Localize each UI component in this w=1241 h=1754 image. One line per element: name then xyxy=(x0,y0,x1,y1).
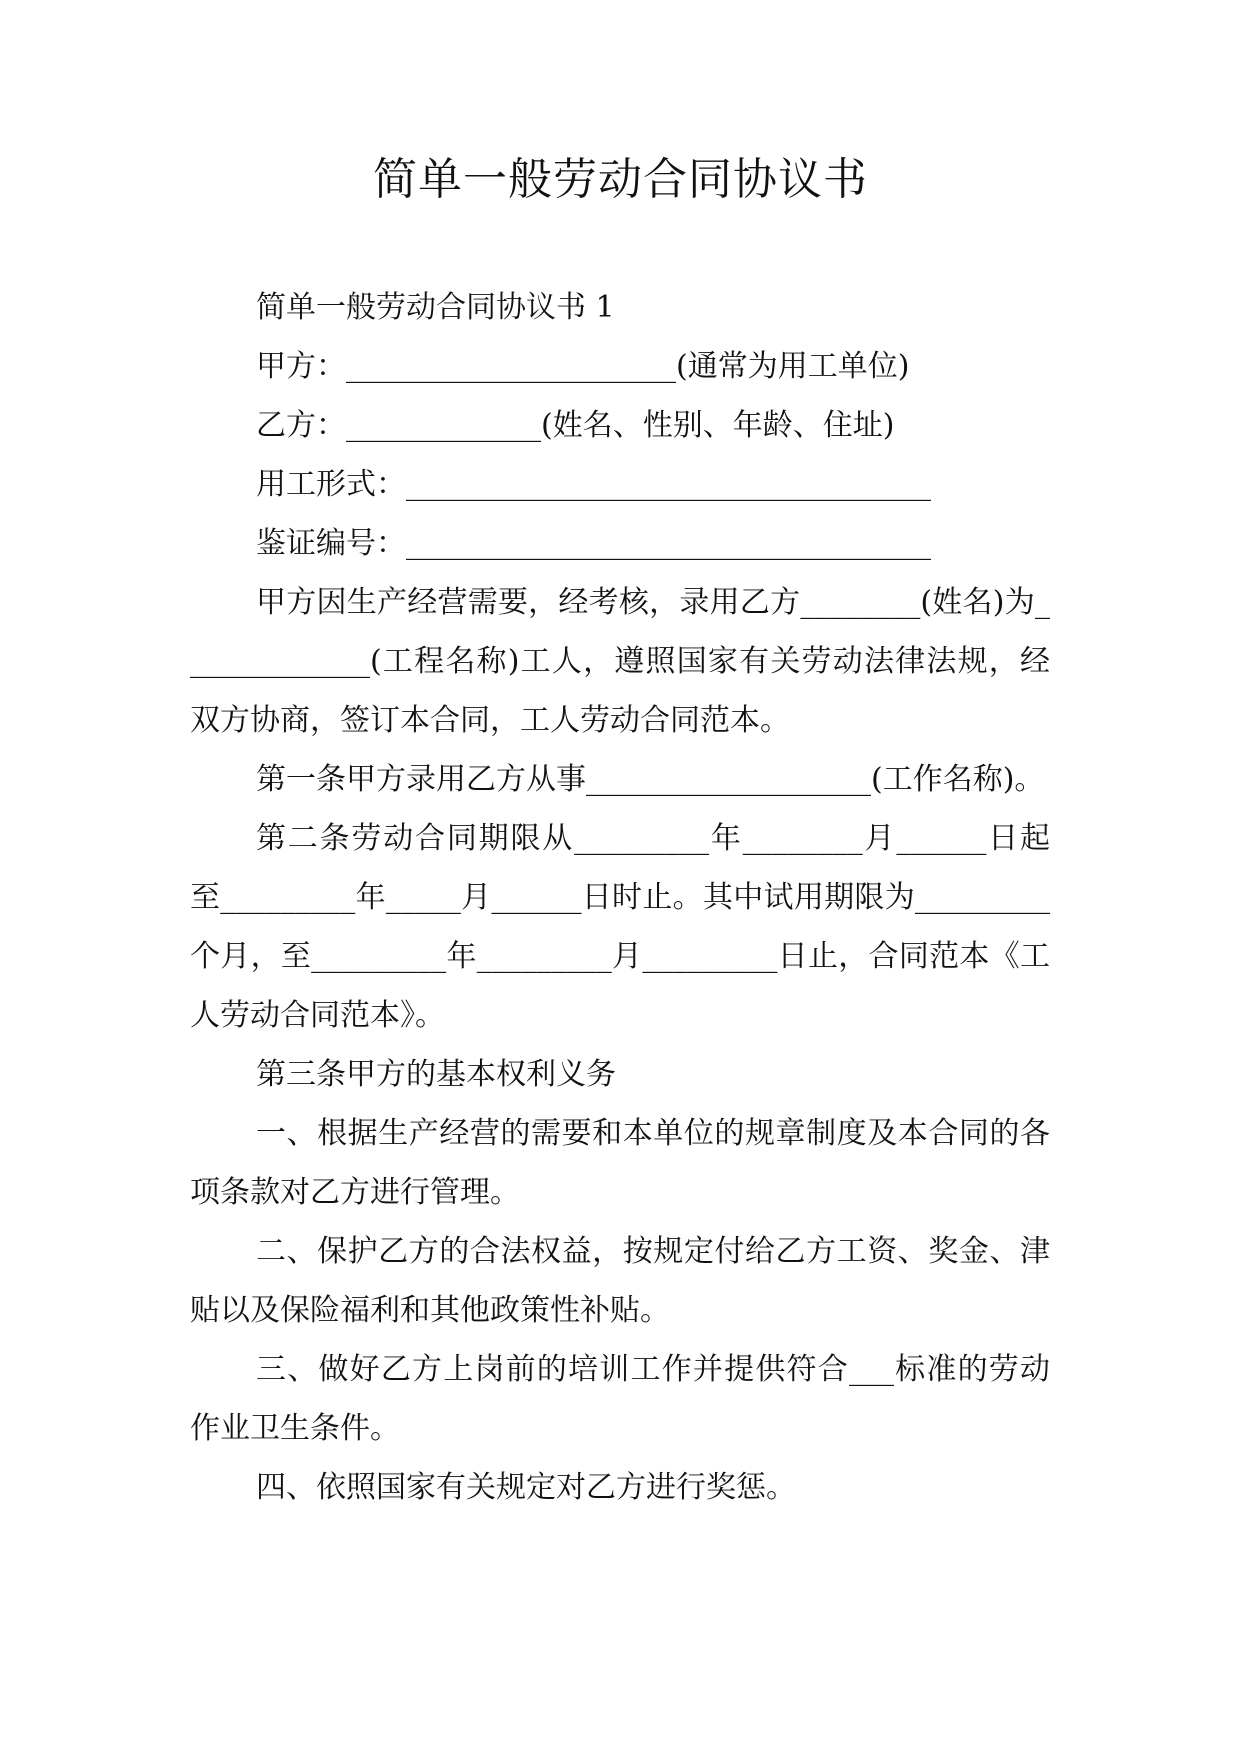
article-3-item-1: 一、根据生产经营的需要和本单位的规章制度及本合同的各项条款对乙方进行管理。 xyxy=(190,1116,1050,1210)
preamble-paragraph: 甲方因生产经营需要，经考核，录用乙方________(姓名)为_____________(工程名称)工人，遵照国家有关劳动法律法规，经双方协商，签订本合同，工人劳动合同范本。 xyxy=(190,585,1050,738)
document-body xyxy=(190,278,1050,1517)
article-3-item-2: 二、保护乙方的合法权益，按规定付给乙方工资、奖金、津贴以及保险福利和其他政策性补贴。 xyxy=(190,1234,1050,1328)
document-title: 简单一般劳动合同协议书 xyxy=(373,154,868,205)
article-3-item-3: 三、做好乙方上岗前的培训工作并提供符合___标准的劳动作业卫生条件。 xyxy=(190,1352,1050,1446)
verification-number-line: 鉴证编号：___________________________________ xyxy=(256,526,931,561)
party-b-line: 乙方：_____________(姓名、性别、年龄、住址) xyxy=(256,408,895,443)
article-3-item-4: 四、依照国家有关规定对乙方进行奖惩。 xyxy=(256,1470,796,1505)
party-a-line: 甲方：______________________(通常为用工单位) xyxy=(256,349,910,384)
article-1: 第一条甲方录用乙方从事___________________(工作名称)。 xyxy=(256,762,1045,797)
article-2: 第二条劳动合同期限从_________年________月______日起至_________年_____月______日时止。其中试用期限为_________个月，至_________年_________月_________日止，合同范本《工人劳动合同范本》。 xyxy=(190,821,1050,1033)
heading-agreement-1: 简单一般劳动合同协议书 1 xyxy=(256,290,615,325)
employment-form-line: 用工形式：___________________________________ xyxy=(256,467,931,502)
article-3-heading: 第三条甲方的基本权利义务 xyxy=(256,1057,616,1092)
